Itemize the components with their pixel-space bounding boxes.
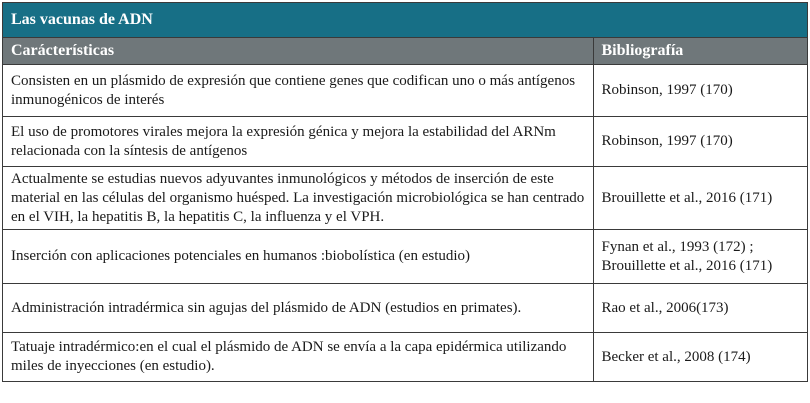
characteristics-table: [3, 37, 807, 381]
column-header-characteristics: Carácterísticas: [3, 38, 593, 65]
bibliography-cell: Brouillette et al., 2016 (171): [593, 167, 807, 230]
table-row: [3, 65, 807, 117]
table-title: Las vacunas de ADN: [3, 3, 807, 37]
bibliography-cell: Fynan et al., 1993 (172) ; Brouillette et al., 2016 (171): [593, 230, 807, 284]
bibliography-cell: Becker et al., 2008 (174): [593, 333, 807, 382]
characteristic-cell: Tatuaje intradérmico:en el cual el plásmido de ADN se envía a la capa epidérmica utilizando miles de inyecciones (en estudio).: [3, 333, 593, 382]
characteristic-cell: El uso de promotores virales mejora la expresión génica y mejora la estabilidad del ARNm relacionada con la síntesis de antígenos: [3, 117, 593, 167]
characteristic-cell: Actualmente se estudias nuevos adyuvantes inmunológicos y métodos de inserción de este material en las células del organismo huésped. La investigación microbiológica se han centrado en el VIH, la hepatitis B, la hepatitis C, la influenza y el VPH.: [3, 167, 593, 230]
bibliography-cell: Rao et al., 2006(173): [593, 284, 807, 333]
characteristic-cell: Administración intradérmica sin agujas del plásmido de ADN (estudios en primates).: [3, 284, 593, 333]
table-row: [3, 117, 807, 167]
table-row: [3, 230, 807, 284]
bibliography-cell: Robinson, 1997 (170): [593, 65, 807, 117]
dna-vaccines-table: [2, 2, 808, 382]
table-row: [3, 167, 807, 230]
header-row: [3, 38, 807, 65]
table-row: [3, 333, 807, 382]
characteristic-cell: Consisten en un plásmido de expresión que contiene genes que codifican uno o más antígenos inmunogénicos de interés: [3, 65, 593, 117]
column-header-bibliography: Bibliografía: [593, 38, 807, 65]
bibliography-cell: Robinson, 1997 (170): [593, 117, 807, 167]
table-row: [3, 284, 807, 333]
characteristic-cell: Inserción con aplicaciones potenciales en humanos :biobolística (en estudio): [3, 230, 593, 284]
